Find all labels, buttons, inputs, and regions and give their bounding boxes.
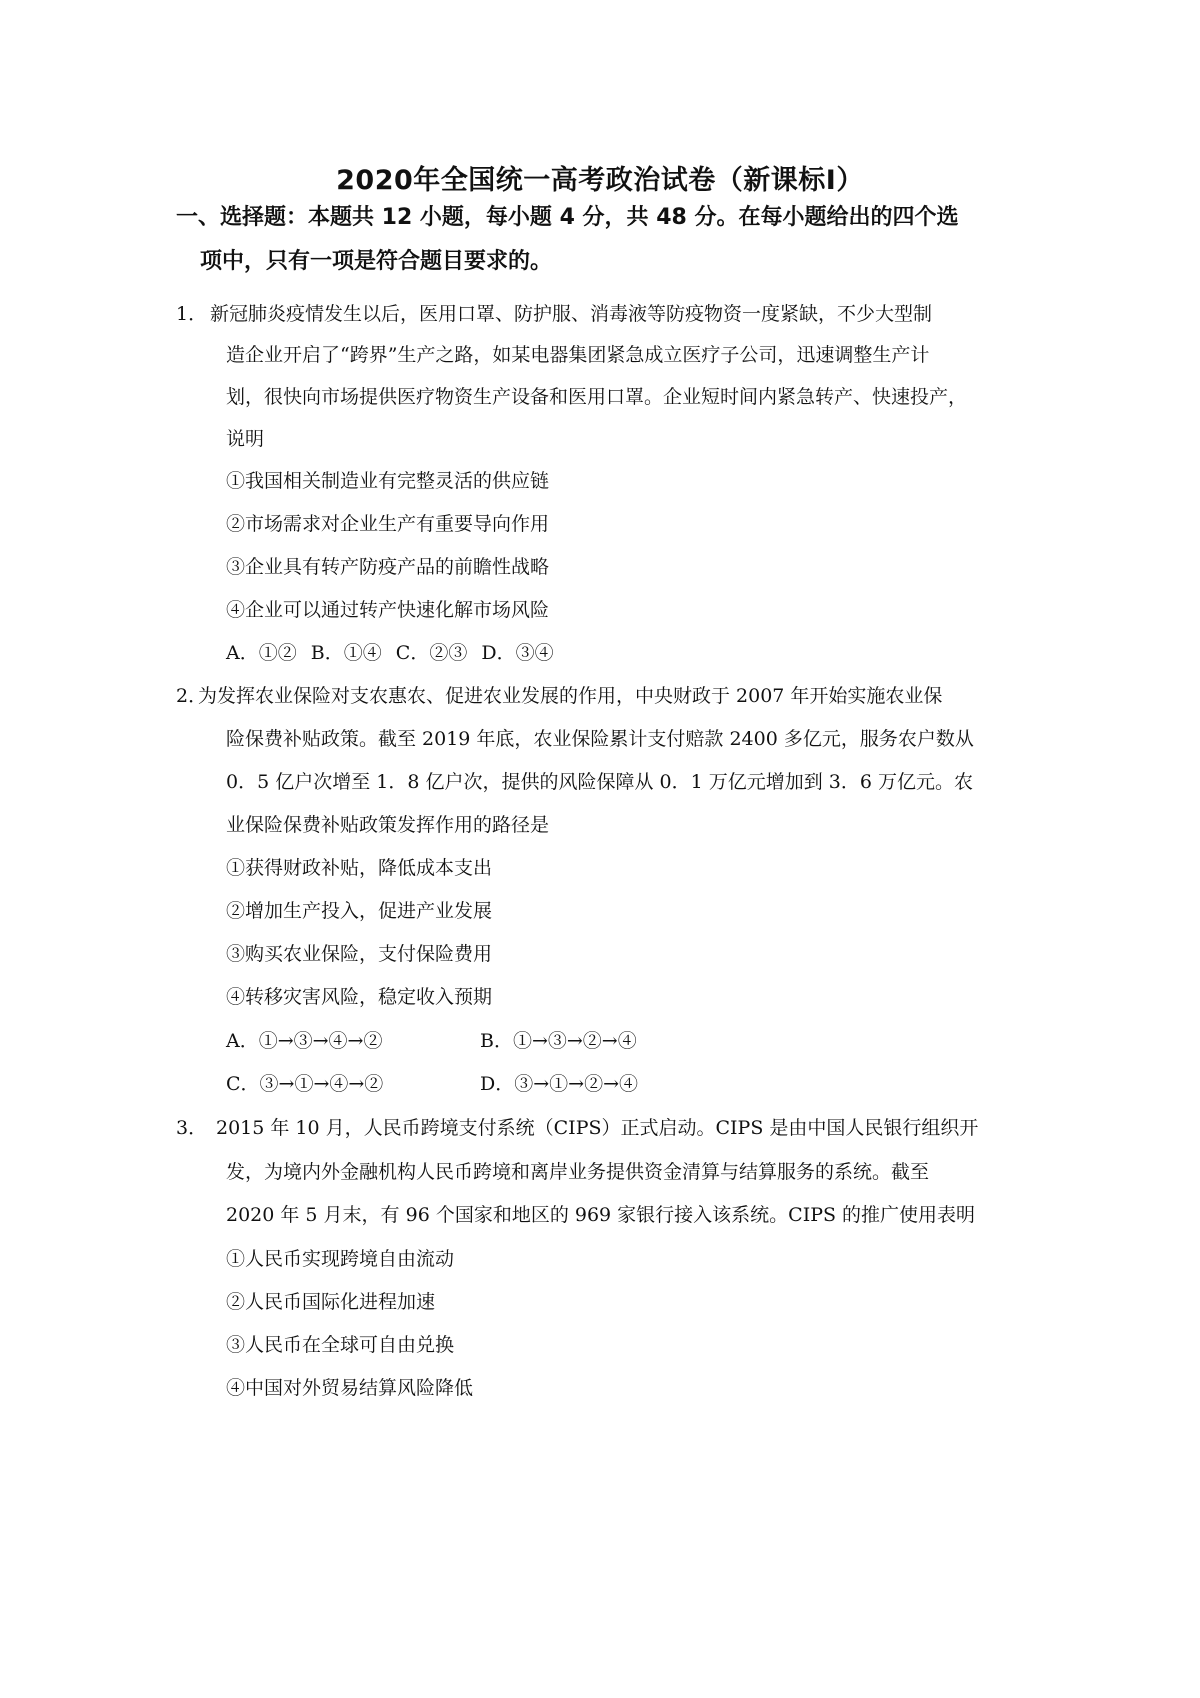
question-2-item: ②增加生产投入，促进产业发展 (226, 900, 493, 922)
question-1-stem-line: 划，很快向市场提供医疗物资生产设备和医用口罩。企业短时间内紧急转产、快速投产， (226, 386, 968, 408)
option-d: D．③④ (481, 642, 554, 664)
question-1-number: 1． (176, 303, 208, 325)
question-1-stem-line: 造企业开启了“跨界”生产之路，如某电器集团紧急成立医疗子公司，迅速调整生产计 (226, 344, 930, 366)
page-title: 2020年全国统一高考政治试卷（新课标Ⅰ） (336, 165, 864, 196)
option-b: B．①→③→②→④ (480, 1030, 637, 1052)
question-3-stem-line: 2015 年 10 月，人民币跨境支付系统（CIPS）正式启动。CIPS 是由中国人民银行组织开 (216, 1117, 979, 1139)
question-2-stem-line: 险保费补贴政策。截至 2019 年底，农业保险累计支付赔款 2400 多亿元，服务农户数从 (226, 728, 974, 750)
question-1-options (226, 639, 554, 667)
section-heading-line-2: 项中，只有一项是符合题目要求的。 (200, 249, 553, 274)
question-3-stem-line: 发，为境内外金融机构人民币跨境和离岸业务提供资金清算与结算服务的系统。截至 (226, 1161, 930, 1183)
section-heading-line-1: 一、选择题：本题共 12 小题，每小题 4 分，共 48 分。在每小题给出的四个选 (176, 205, 959, 230)
question-1-item: ②市场需求对企业生产有重要导向作用 (226, 513, 550, 535)
question-2-item: ③购买农业保险，支付保险费用 (226, 943, 493, 965)
question-3-stem-line: 2020 年 5 月末，有 96 个国家和地区的 969 家银行接入该系统。CIPS 的推广使用表明 (226, 1204, 976, 1226)
question-3-item: ①人民币实现跨境自由流动 (226, 1248, 455, 1270)
question-3-item: ③人民币在全球可自由兑换 (226, 1334, 455, 1356)
question-3-item: ②人民币国际化进程加速 (226, 1291, 436, 1313)
option-a: A．①② (226, 642, 297, 664)
question-1-item: ③企业具有转产防疫产品的前瞻性战略 (226, 556, 550, 578)
question-2-item: ④转移灾害风险，稳定收入预期 (226, 986, 493, 1008)
option-c: C．③→①→④→② (226, 1073, 384, 1095)
question-2-item: ①获得财政补贴，降低成本支出 (226, 857, 493, 879)
option-d: D．③→①→②→④ (480, 1073, 638, 1095)
question-3-item: ④中国对外贸易结算风险降低 (226, 1377, 474, 1399)
option-c: C．②③ (395, 642, 468, 664)
option-a: A．①→③→④→② (226, 1030, 383, 1052)
option-b: B．①④ (310, 642, 382, 664)
question-2-stem-line: 为发挥农业保险对支农惠农、促进农业发展的作用，中央财政于 2007 年开始实施农业保 (198, 685, 943, 707)
question-1-first-line (176, 300, 932, 328)
question-2-stem-line: 业保险保费补贴政策发挥作用的路径是 (226, 814, 550, 836)
question-1-item: ④企业可以通过转产快速化解市场风险 (226, 599, 550, 621)
question-1-stem-line: 说明 (226, 428, 265, 450)
question-2-stem-line: 0．5 亿户次增至 1．8 亿户次，提供的风险保障从 0．1 万亿元增加到 3．6 万亿元。农 (226, 771, 973, 793)
question-2-number: 2． (176, 685, 208, 707)
question-1-stem-line: 新冠肺炎疫情发生以后，医用口罩、防护服、消毒液等防疫物资一度紧缺，不少大型制 (210, 303, 933, 325)
question-3-first-line (176, 1114, 978, 1142)
question-2-first-line (176, 682, 942, 710)
question-1-item: ①我国相关制造业有完整灵活的供应链 (226, 470, 550, 492)
question-3-number: 3． (176, 1117, 208, 1139)
